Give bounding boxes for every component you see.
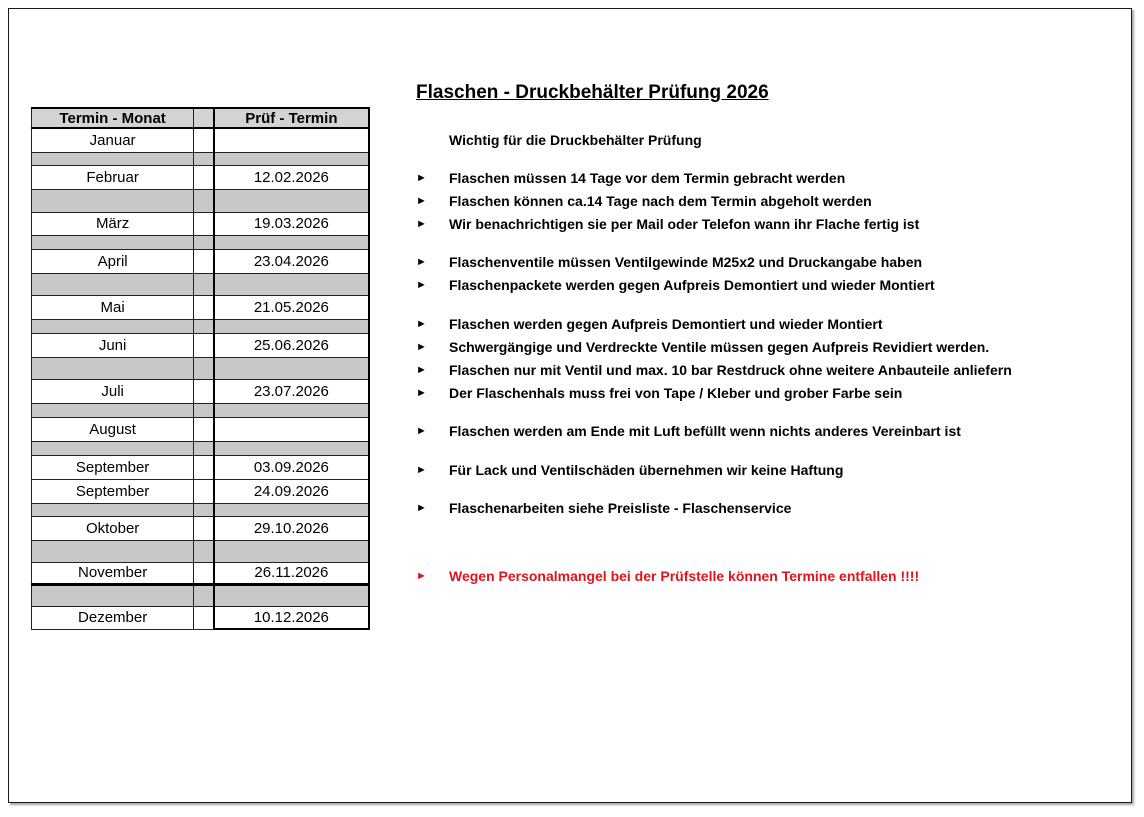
list-item xyxy=(416,500,791,516)
list-item-text: Flaschen können ca.14 Tage nach dem Termin abgeholt werden xyxy=(449,193,872,209)
separator-row xyxy=(32,503,370,516)
date-cell: 29.10.2026 xyxy=(214,516,369,540)
arrow-right-icon: ► xyxy=(416,172,427,184)
arrow-right-icon: ► xyxy=(416,256,427,268)
list-item xyxy=(416,216,919,232)
list-item-text: Flaschenarbeiten siehe Preisliste - Flaschenservice xyxy=(449,500,792,516)
list-item-text: Flaschen werden gegen Aufpreis Demontiert und wieder Montiert xyxy=(449,316,883,332)
separator-row xyxy=(32,235,370,249)
arrow-right-icon: ► xyxy=(416,570,427,582)
list-item-text: Flaschenpackete werden gegen Aufpreis Demontiert und wieder Montiert xyxy=(449,277,935,293)
arrow-right-icon: ► xyxy=(416,502,427,514)
list-item xyxy=(416,423,961,439)
table-row xyxy=(32,379,370,403)
arrow-right-icon: ► xyxy=(416,464,427,476)
month-cell: Oktober xyxy=(32,516,194,540)
month-cell: Februar xyxy=(32,165,194,189)
separator-row xyxy=(32,152,370,165)
date-cell: 12.02.2026 xyxy=(214,165,369,189)
list-item xyxy=(416,462,843,478)
list-item-text: Wir benachrichtigen sie per Mail oder Telefon wann ihr Flache fertig ist xyxy=(449,216,920,232)
list-item-text: Flaschen werden am Ende mit Luft befüllt wenn nichts anderes Vereinbart ist xyxy=(449,423,961,439)
table-row xyxy=(32,417,370,441)
list-item-text: Flaschen nur mit Ventil und max. 10 bar Restdruck ohne weitere Anbauteile anliefern xyxy=(449,362,1012,378)
date-cell xyxy=(214,128,369,152)
month-cell: Dezember xyxy=(32,606,194,629)
list-item xyxy=(416,254,922,270)
month-cell: Mai xyxy=(32,295,194,319)
schedule-table xyxy=(31,107,370,630)
separator-row xyxy=(32,273,370,295)
table-row xyxy=(32,249,370,273)
arrow-right-icon: ► xyxy=(416,387,427,399)
separator-row xyxy=(32,357,370,379)
month-cell: April xyxy=(32,249,194,273)
date-cell: 23.07.2026 xyxy=(214,379,369,403)
table-row xyxy=(32,516,370,540)
arrow-right-icon: ► xyxy=(416,318,427,330)
list-item-text: Schwergängige und Verdreckte Ventile müssen gegen Aufpreis Revidiert werden. xyxy=(449,339,990,355)
month-cell: September xyxy=(32,479,194,503)
table-row xyxy=(32,128,370,152)
month-cell: Juni xyxy=(32,333,194,357)
date-cell: 19.03.2026 xyxy=(214,212,369,235)
separator-row xyxy=(32,540,370,562)
month-cell: November xyxy=(32,562,194,584)
warning-item xyxy=(416,568,919,584)
list-item xyxy=(416,385,902,401)
table-row xyxy=(32,333,370,357)
list-item-text: Der Flaschenhals muss frei von Tape / Kleber und grober Farbe sein xyxy=(449,385,903,401)
arrow-right-icon: ► xyxy=(416,341,427,353)
date-cell: 26.11.2026 xyxy=(214,562,369,584)
arrow-right-icon: ► xyxy=(416,195,427,207)
date-cell: 24.09.2026 xyxy=(214,479,369,503)
list-item xyxy=(416,170,845,186)
list-item xyxy=(416,277,935,293)
separator-row xyxy=(32,441,370,455)
table-row xyxy=(32,455,370,479)
separator-row xyxy=(32,319,370,333)
header-month: Termin - Monat xyxy=(32,108,194,128)
list-item xyxy=(416,193,872,209)
table-row xyxy=(32,479,370,503)
separator-row xyxy=(32,189,370,212)
table-row xyxy=(32,212,370,235)
month-cell: August xyxy=(32,417,194,441)
table-row xyxy=(32,295,370,319)
month-cell: September xyxy=(32,455,194,479)
date-cell: 25.06.2026 xyxy=(214,333,369,357)
warning-text: Wegen Personalmangel bei der Prüfstelle können Termine entfallen !!!! xyxy=(449,568,920,584)
date-cell: 21.05.2026 xyxy=(214,295,369,319)
list-item xyxy=(416,362,1012,378)
date-cell: 23.04.2026 xyxy=(214,249,369,273)
month-cell: Juli xyxy=(32,379,194,403)
list-item-text: Für Lack und Ventilschäden übernehmen wir keine Haftung xyxy=(449,462,844,478)
list-item-text: Flaschen müssen 14 Tage vor dem Termin gebracht werden xyxy=(449,170,846,186)
arrow-right-icon: ► xyxy=(416,364,427,376)
arrow-right-icon: ► xyxy=(416,218,427,230)
list-item xyxy=(416,339,989,355)
separator-row xyxy=(32,403,370,417)
arrow-right-icon: ► xyxy=(416,425,427,437)
date-cell: 03.09.2026 xyxy=(214,455,369,479)
date-cell xyxy=(214,417,369,441)
arrow-right-icon: ► xyxy=(416,279,427,291)
table-row xyxy=(32,562,370,584)
page-title: Flaschen - Druckbehälter Prüfung 2026 xyxy=(416,82,769,103)
month-cell: Januar xyxy=(32,128,194,152)
table-row xyxy=(32,606,370,629)
table-header-row xyxy=(32,108,370,128)
month-cell: März xyxy=(32,212,194,235)
date-cell: 10.12.2026 xyxy=(214,606,369,629)
separator-row xyxy=(32,584,370,606)
intro-text: Wichtig für die Druckbehälter Prüfung xyxy=(449,132,702,148)
header-date: Prüf - Termin xyxy=(214,108,369,128)
list-item xyxy=(416,316,883,332)
table-row xyxy=(32,165,370,189)
list-item-text: Flaschenventile müssen Ventilgewinde M25x2 und Druckangabe haben xyxy=(449,254,923,270)
